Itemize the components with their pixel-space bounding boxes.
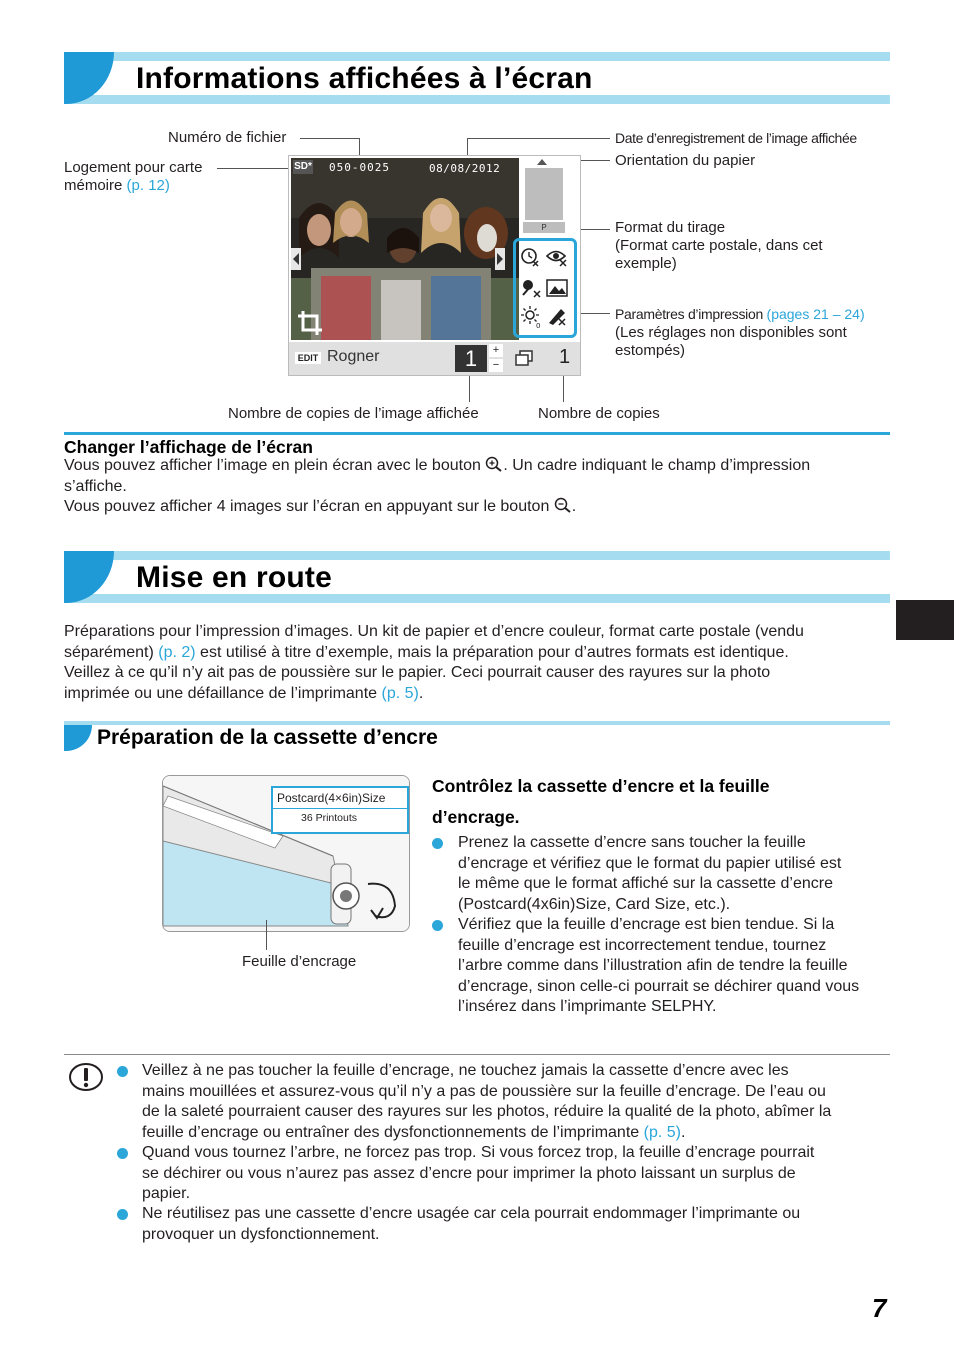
text-line: Vérifiez que la feuille d’encrage est bien tendue. Si la (458, 916, 835, 933)
step-bullet-2 (458, 915, 898, 1018)
optimize-image-icon (520, 277, 542, 299)
step-heading-line2: d’encrage. (432, 807, 520, 827)
image-adjust-icon (546, 279, 568, 297)
screen-file-number: 050-0025 (329, 161, 390, 174)
text-line: Quand vous tournez l’arbre, ne forcez pas trop. Si vous forcez trop, la feuille d’encrage pourrait (142, 1144, 815, 1161)
text-line: (Postcard(4x6in)Size, Card Size, etc.). (458, 895, 731, 913)
text-line: est utilisé à titre d’exemple, mais la préparation pour d’autres formats est identique. (195, 643, 789, 661)
prev-image-button[interactable] (291, 248, 301, 270)
callout-params-line3: estompés) (615, 342, 686, 359)
caution-item-3 (142, 1204, 890, 1245)
callout-params-line1: Paramètres d’impression (615, 306, 767, 322)
link-page-5[interactable]: (p. 5) (381, 684, 419, 702)
text-line: provoquer un dysfonctionnement. (142, 1225, 380, 1243)
settings-panel (521, 158, 578, 342)
section-title: Mise en route (136, 561, 332, 594)
link-page-5[interactable]: (p. 5) (643, 1123, 681, 1141)
text-line: l’arbre comme dans l’illustration afin de tendre la feuille (458, 957, 848, 974)
callout-copies-total: Nombre de copies (538, 405, 660, 422)
text-line: Vous pouvez afficher 4 images sur l’écran en appuyant sur le bouton (64, 498, 554, 515)
callout-format-line2: (Format carte postale, dans cet (615, 237, 823, 254)
text-line: papier. (142, 1185, 191, 1202)
bullet-icon (117, 1209, 128, 1220)
subsection-title: Préparation de la cassette d’encre (97, 726, 438, 749)
text-line: . (680, 1123, 686, 1141)
caution-item-2 (142, 1143, 890, 1205)
text-line: Ne réutilisez pas une cassette d’encre usagée car cela pourrait endommager l’imprimante ou (142, 1205, 801, 1222)
callout-params-line2: (Les réglages non disponibles sont (615, 324, 847, 341)
caution-icon (68, 1062, 104, 1092)
step-bullet-1 (458, 833, 898, 915)
callout-date: Date d’enregistrement de l’image affichée (615, 130, 857, 146)
copies-stack-icon (515, 350, 533, 366)
text-line: se déchirer ou vous n’aurez pas assez d’encre pour imprimer la photo laissant un surplus de (142, 1164, 796, 1182)
link-page-12[interactable]: (p. 12) (126, 177, 170, 194)
chapter-tab-marker (896, 600, 954, 640)
callout-file-number: Numéro de fichier (168, 129, 287, 146)
callout-format-line1: Format du tirage (615, 219, 726, 236)
step-heading-line1: Contrôlez la cassette d’encre et la feuille (432, 776, 770, 796)
illustration-caption: Feuille d’encrage (242, 953, 357, 970)
bullet-icon (117, 1066, 128, 1077)
bullet-icon (432, 838, 443, 849)
text-line: mains mouillées et assurez-vous qu’il n’y a pas de poussière sur la feuille d’encrage. De l’eau ou (142, 1082, 826, 1100)
step-heading (432, 771, 769, 833)
subsection-tab-decoration (64, 725, 92, 751)
text-line: imprimée ou une défaillance de l’imprimante (64, 684, 382, 702)
orientation-arrow-icon (537, 159, 547, 167)
chevron-right-icon (495, 248, 505, 270)
chevron-left-icon (291, 248, 301, 270)
zoom-out-icon (554, 497, 572, 513)
text-line: de la saleté pourraient causer des rayures sur les photos, réduire la qualité de la photo, abîmer la (142, 1103, 832, 1120)
caution-item-1 (142, 1061, 890, 1143)
paper-format-badge: P (523, 222, 565, 233)
crop-icon (297, 310, 323, 336)
callout-copies-image: Nombre de copies de l’image affichée (228, 405, 479, 422)
card-slot-badge: SD* (294, 161, 312, 172)
next-image-button[interactable] (495, 248, 505, 270)
cassette-printouts-label: 36 Printouts (273, 808, 407, 824)
text-line: Préparations pour l’impression d’images. Un kit de papier et d’encre couleur, format carte postale (vendu (64, 623, 804, 640)
bullet-icon (117, 1148, 128, 1159)
subsection-top-rule (64, 721, 890, 725)
callout-card-slot-line1: Logement pour carte (64, 159, 203, 176)
text-line: s’affiche. (64, 477, 127, 495)
zoom-in-icon (485, 456, 503, 472)
edit-badge: EDIT (295, 352, 321, 364)
link-pages-21-24[interactable]: (pages 21 – 24) (766, 306, 865, 322)
screen-bottom-bar (289, 342, 580, 375)
text-line: feuille d’encrage ou entraîner des dysfonctionnements de l’imprimante (142, 1123, 644, 1141)
callout-print-params (615, 305, 865, 360)
section-header-getting-started (64, 551, 890, 603)
date-print-icon (520, 247, 540, 267)
photo-preview (291, 158, 519, 340)
caution-top-rule (64, 1054, 890, 1055)
text-line: Prenez la cassette d’encre sans toucher la feuille (458, 834, 806, 851)
photo-image (291, 158, 519, 340)
callout-card-slot-line2: mémoire (64, 177, 127, 194)
text-line: Vous pouvez afficher l’image en plein écran avec le bouton (64, 457, 486, 474)
cassette-label-callout (271, 786, 409, 834)
text-line: Veillez à ce qu’il n’y ait pas de poussière sur le papier. Ceci pourrait causer des rayures sur la photo (64, 664, 771, 681)
text-line: l’insérez dans l’imprimante SELPHY. (458, 998, 717, 1015)
copies-minus-button[interactable]: − (489, 359, 503, 372)
edit-mode-label: Rogner (327, 348, 380, 365)
copies-counter[interactable]: 1 (455, 345, 487, 372)
text-line: le même que le format affiché sur la cassette d’encre (458, 875, 833, 892)
screen-date: 08/08/2012 (429, 162, 501, 175)
subheading-change-display: Changer l’affichage de l’écran (64, 437, 313, 457)
section-header-display-info (64, 52, 890, 104)
text-line: d’encrage, sinon celle-ci pourrait se déchirer quand vous (458, 977, 860, 995)
svg-text:0: 0 (536, 322, 541, 329)
text-line: . (571, 498, 577, 515)
link-page-2[interactable]: (p. 2) (158, 643, 196, 661)
callout-card-slot (64, 159, 202, 195)
total-copies-value: 1 (559, 346, 571, 368)
paper-orientation-preview (525, 168, 563, 220)
brightness-icon (520, 305, 544, 329)
paragraph-change-display (64, 456, 890, 518)
bullet-icon (432, 920, 443, 931)
text-line: feuille d’encrage est incorrectement tendue, tournez (458, 936, 827, 954)
smooth-skin-icon (546, 305, 568, 327)
text-line: d’encrage et vérifiez que le format du papier utilisé est (458, 854, 842, 872)
text-line: séparément) (64, 643, 159, 661)
printer-screen (288, 155, 581, 376)
divider (64, 432, 890, 435)
callout-format-line3: exemple) (615, 255, 677, 272)
text-line: Veillez à ne pas toucher la feuille d’encrage, ne touchez jamais la cassette d’encre avec les (142, 1062, 789, 1079)
red-eye-icon (546, 247, 568, 267)
section-title: Informations affichées à l’écran (136, 62, 593, 95)
text-line: . (418, 684, 424, 702)
ink-cassette-illustration (162, 775, 410, 932)
page-number: 7 (872, 1293, 887, 1323)
callout-orientation: Orientation du papier (615, 152, 756, 169)
callout-format (615, 219, 823, 273)
text-line: . Un cadre indiquant le champ d’impression (503, 457, 811, 474)
print-params-highlight (513, 238, 577, 338)
cassette-size-label: Postcard(4×6in)Size (277, 791, 386, 805)
paragraph-intro (64, 622, 890, 704)
copies-plus-button[interactable]: + (489, 344, 503, 357)
